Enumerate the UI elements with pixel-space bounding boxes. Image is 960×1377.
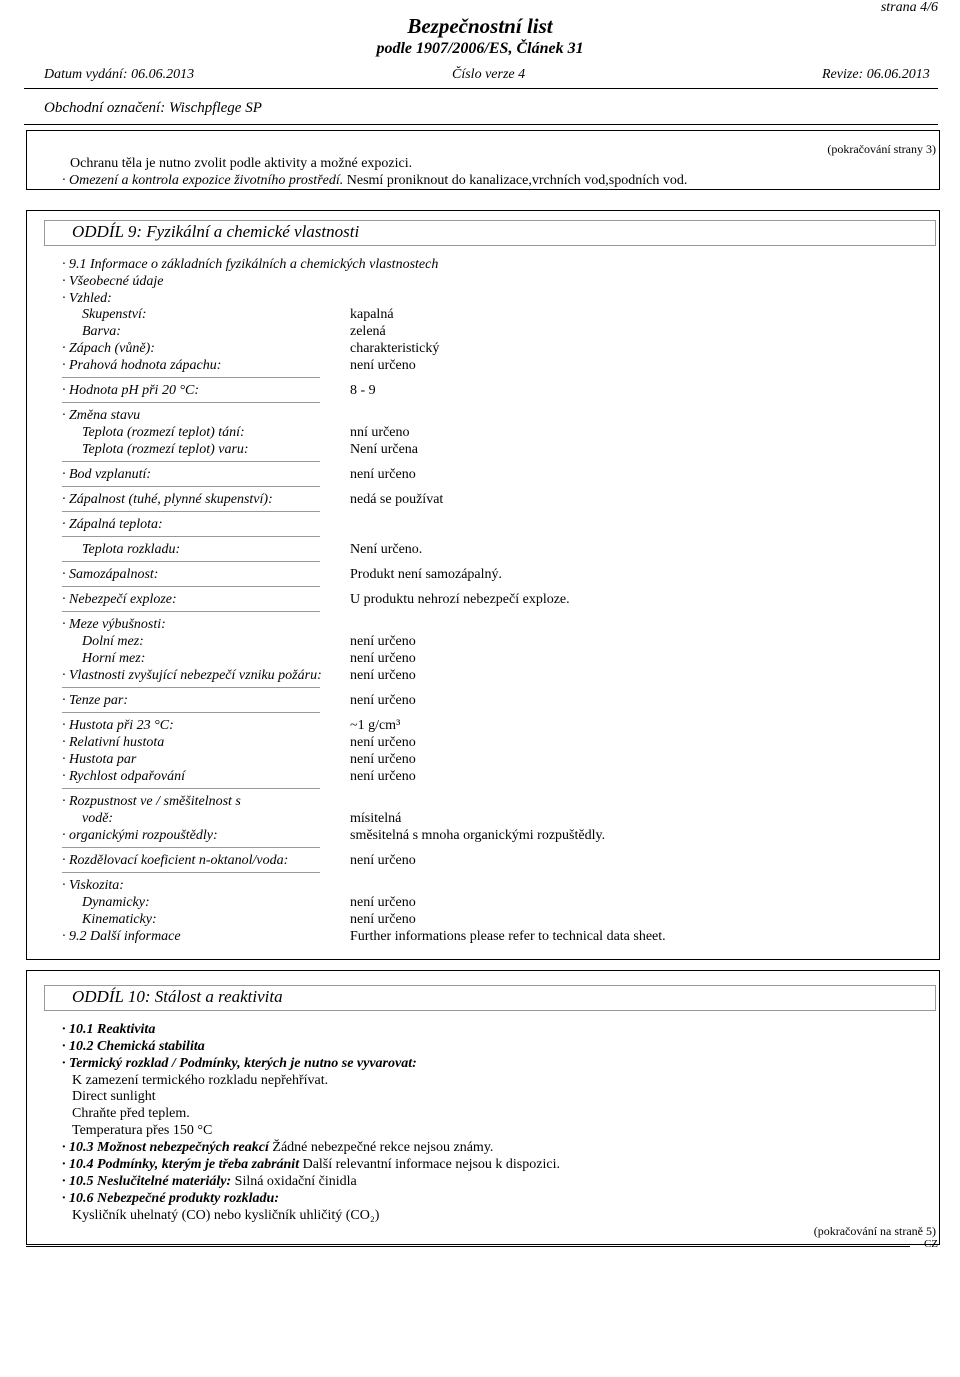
property-label: · Meze výbušnosti:	[62, 617, 166, 632]
property-label: · Zápalnost (tuhé, plynné skupenství):	[62, 492, 273, 507]
hazardous-reactions-value: Žádné nebezpečné rekce nejsou známy.	[268, 1140, 494, 1155]
property-label: Teplota (rozmezí teplot) tání:	[82, 425, 245, 440]
incompatible-materials-value: Silná oxidační činidla	[231, 1174, 357, 1189]
property-value: není určeno	[350, 693, 416, 708]
property-value: není určeno	[350, 634, 416, 649]
property-label: · Bod vzplanutí:	[62, 467, 152, 482]
property-value: není určeno	[350, 912, 416, 927]
property-value: není určeno	[350, 358, 416, 373]
property-row	[62, 634, 922, 651]
property-row	[62, 668, 922, 685]
property-label: · organickými rozpouštědly:	[62, 828, 218, 843]
environment-exposure-label: · Omezení a kontrola expozice životního prostředí.	[62, 173, 344, 188]
document-title: Bezpečnostní list	[407, 14, 553, 38]
conditions-to-avoid-line	[62, 1157, 560, 1173]
row-separator	[62, 586, 320, 587]
row-separator	[62, 486, 320, 487]
property-row	[62, 341, 922, 358]
page-number: strana 4/6	[880, 0, 938, 15]
row-separator	[62, 536, 320, 537]
conditions-to-avoid-label: · 10.4 Podmínky, kterým je třeba zabránit	[62, 1157, 300, 1172]
property-value: ~1 g/cm³	[350, 718, 401, 733]
property-row	[62, 878, 922, 895]
property-label: · Hustota při 23 °C:	[62, 718, 174, 733]
property-label: · Nebezpečí exploze:	[62, 592, 177, 607]
property-value: Není určena	[350, 442, 419, 457]
footer-rule	[26, 1246, 910, 1247]
property-value: není určeno	[350, 895, 416, 910]
property-value: mísitelná	[350, 811, 402, 826]
property-label: · Rozpustnost ve / směšitelnost s	[62, 794, 241, 809]
property-value: kapalná	[350, 307, 394, 322]
property-row	[62, 274, 922, 291]
property-row	[62, 752, 922, 769]
row-separator	[62, 687, 320, 688]
thermal-decomposition-text: K zamezení termického rozkladu nepřehřívat.	[72, 1073, 329, 1088]
row-separator	[62, 847, 320, 848]
property-row	[62, 811, 922, 828]
property-row	[62, 358, 922, 375]
thermal-decomposition-text: Direct sunlight	[72, 1089, 156, 1104]
decomposition-products-heading: · 10.6 Nebezpečné produkty rozkladu:	[62, 1191, 279, 1206]
conditions-to-avoid-value: Další relevantní informace nejsou k dispozici.	[299, 1157, 560, 1172]
property-row	[62, 769, 922, 786]
property-row	[62, 492, 922, 509]
row-separator	[62, 377, 320, 378]
property-value: není určeno	[350, 651, 416, 666]
property-value: zelená	[350, 324, 386, 339]
property-label: · Prahová hodnota zápachu:	[62, 358, 222, 373]
property-row	[62, 517, 922, 534]
version-number: Číslo verze 4	[452, 67, 526, 82]
property-label: · 9.1 Informace o základních fyzikálních a chemických vlastnostech	[62, 257, 439, 272]
row-separator	[62, 511, 320, 512]
property-label: · Zápalná teplota:	[62, 517, 163, 532]
property-label: · Vzhled:	[62, 291, 112, 306]
property-value: 8 - 9	[350, 383, 376, 398]
property-value: Není určeno.	[350, 542, 423, 557]
property-value: charakteristický	[350, 341, 440, 356]
property-value: není určeno	[350, 668, 416, 683]
incompatible-materials-line	[62, 1174, 357, 1190]
property-value: není určeno	[350, 735, 416, 750]
property-label: · 9.2 Další informace	[62, 929, 181, 944]
property-value: není určeno	[350, 853, 416, 868]
property-label: · Samozápalnost:	[62, 567, 159, 582]
property-row	[62, 291, 922, 308]
property-label: · Hustota par	[62, 752, 137, 767]
section-10-title: ODDÍL 10: Stálost a reaktivita	[72, 987, 283, 1006]
property-row	[62, 257, 922, 274]
property-label: · Tenze par:	[62, 693, 128, 708]
thermal-decomposition-text: Temperatura přes 150 °C	[72, 1123, 213, 1138]
row-separator	[62, 561, 320, 562]
property-value: směsitelná s mnoha organickými rozpuštědly.	[350, 828, 606, 843]
decomposition-products-text: Kysličník uhelnatý (CO) nebo kysličník uhličitý (CO₂)	[72, 1208, 380, 1223]
property-label: Dynamicky:	[82, 895, 150, 910]
property-row	[62, 794, 922, 811]
property-row	[62, 617, 922, 634]
section-9-title: ODDÍL 9: Fyzikální a chemické vlastnosti	[72, 222, 360, 241]
property-label: vodě:	[82, 811, 114, 826]
row-separator	[62, 788, 320, 789]
property-row	[62, 567, 922, 584]
property-label: · Změna stavu	[62, 408, 141, 423]
property-row	[62, 693, 922, 710]
row-separator	[62, 402, 320, 403]
property-row	[62, 467, 922, 484]
thermal-decomposition-text: Chraňte před teplem.	[72, 1106, 190, 1121]
property-row	[62, 718, 922, 735]
incompatible-materials-label: · 10.5 Neslučitelné materiály:	[62, 1174, 232, 1189]
environment-exposure-value: Nesmí proniknout do kanalizace,vrchních vod,spodních vod.	[343, 173, 688, 188]
property-value: nedá se používat	[350, 492, 444, 507]
continuation-line: Ochranu těla je nutno zvolit podle aktivity a možné expozici.	[70, 156, 413, 171]
property-label: · Zápach (vůně):	[62, 341, 155, 356]
header-rule	[24, 88, 938, 89]
property-label: Barva:	[82, 324, 121, 339]
property-label: Horní mez:	[82, 651, 146, 666]
property-label: · Relativní hustota	[62, 735, 165, 750]
hazardous-reactions-label: · 10.3 Možnost nebezpečných reakcí	[62, 1140, 269, 1155]
property-row	[62, 425, 922, 442]
property-label: · Vlastnosti zvyšující nebezpečí vzniku požáru:	[62, 668, 322, 683]
property-value: Further informations please refer to technical data sheet.	[350, 929, 666, 944]
row-separator	[62, 461, 320, 462]
row-separator	[62, 611, 320, 612]
property-value: není určeno	[350, 467, 416, 482]
property-label: · Všeobecné údaje	[62, 274, 164, 289]
property-row	[62, 383, 922, 400]
property-label: Dolní mez:	[82, 634, 144, 649]
property-row	[62, 307, 922, 324]
property-label: Teplota rozkladu:	[82, 542, 181, 557]
thermal-decomposition-heading: · Termický rozklad / Podmínky, kterých je nutno se vyvarovat:	[62, 1056, 417, 1071]
property-label: Teplota (rozmezí teplot) varu:	[82, 442, 249, 457]
property-value: Produkt není samozápalný.	[350, 567, 503, 582]
property-label: · Hodnota pH při 20 °C:	[62, 383, 200, 398]
property-row	[62, 828, 922, 845]
property-value: nní určeno	[350, 425, 410, 440]
trade-name: Obchodní označení: Wischpflege SP	[44, 100, 262, 116]
property-value: není určeno	[350, 752, 416, 767]
continuation-from: (pokračování strany 3)	[827, 142, 936, 156]
property-row	[62, 735, 922, 752]
chemical-stability-heading: · 10.2 Chemická stabilita	[62, 1039, 205, 1054]
continuation-line	[62, 173, 687, 189]
continuation-to: (pokračování na straně 5)	[813, 1224, 936, 1238]
property-value: U produktu nehrozí nebezpečí exploze.	[350, 592, 570, 607]
row-separator	[62, 712, 320, 713]
property-row	[62, 592, 922, 609]
property-row	[62, 929, 922, 946]
revision-date: Revize: 06.06.2013	[822, 67, 930, 82]
property-row	[62, 853, 922, 870]
hazardous-reactions-line	[62, 1140, 493, 1156]
row-separator	[62, 872, 320, 873]
property-row	[62, 442, 922, 459]
property-label: Skupenství:	[82, 307, 147, 322]
property-row	[62, 542, 922, 559]
property-row	[62, 408, 922, 425]
property-row	[62, 324, 922, 341]
issue-date: Datum vydání: 06.06.2013	[44, 67, 195, 82]
language-code: CZ	[923, 1238, 938, 1250]
property-row	[62, 912, 922, 929]
reactivity-heading: · 10.1 Reaktivita	[62, 1022, 156, 1037]
property-label: · Rychlost odpařování	[62, 769, 186, 784]
trade-name-rule	[24, 124, 938, 125]
property-row	[62, 895, 922, 912]
property-label: · Viskozita:	[62, 878, 124, 893]
property-label: Kinematicky:	[82, 912, 157, 927]
document-subtitle: podle 1907/2006/ES, Článek 31	[376, 40, 584, 57]
property-value: není určeno	[350, 769, 416, 784]
property-label: · Rozdělovací koeficient n-oktanol/voda:	[62, 853, 289, 868]
property-row	[62, 651, 922, 668]
